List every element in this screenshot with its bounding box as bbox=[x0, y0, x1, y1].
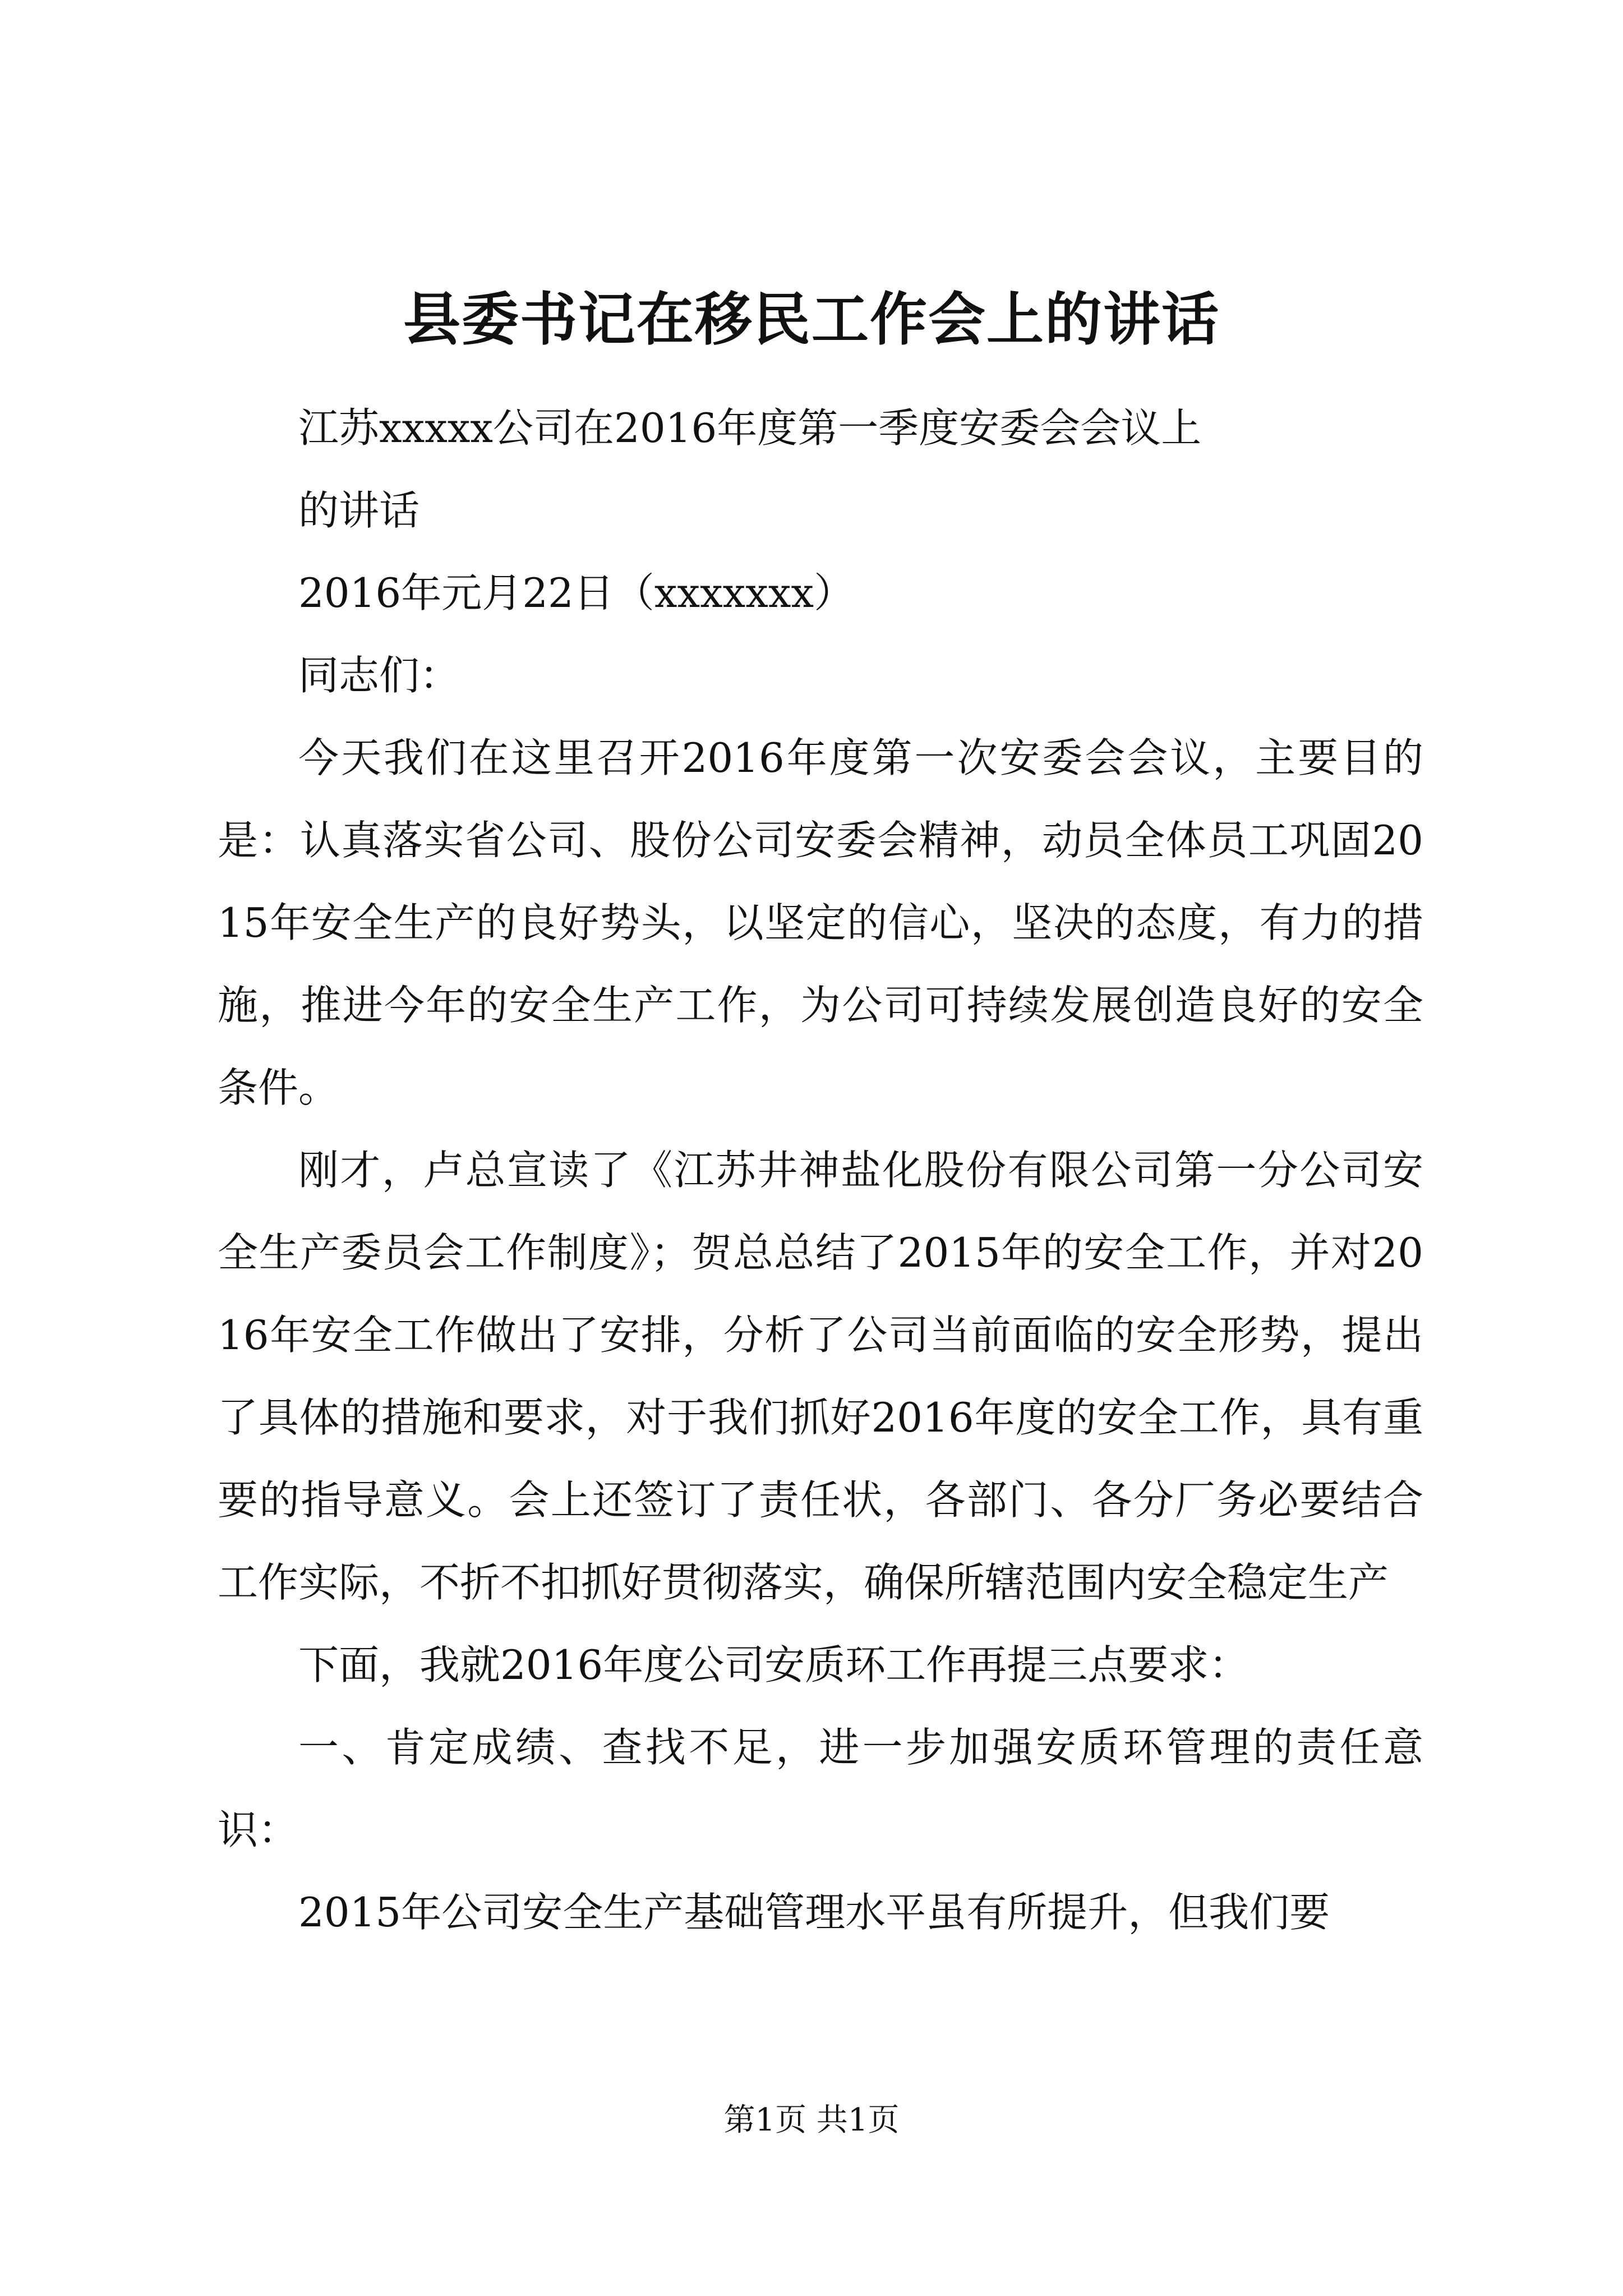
paragraph-subtitle-line-1: 江苏xxxxx公司在2016年度第一季度安委会会议上 bbox=[298, 404, 1202, 452]
document-title: 县委书记在移民工作会上的讲话 bbox=[403, 286, 1220, 353]
page-footer: 第1页 共1页 bbox=[723, 2102, 900, 2138]
paragraph-subtitle-line-2: 的讲话 bbox=[298, 487, 420, 534]
paragraph-section-heading-1: 一、肯定成绩、查找不足，进一步加强安质环管理的责任意识： bbox=[218, 1724, 1423, 1853]
paragraph-date: 2016年元月22日（xxxxxxx） bbox=[298, 569, 855, 616]
paragraph-requirements-intro: 下面，我就2016年度公司安质环工作再提三点要求： bbox=[298, 1641, 1249, 1688]
paragraph-salutation: 同志们： bbox=[298, 652, 460, 699]
document-body bbox=[218, 387, 1423, 1954]
paragraph-purpose: 今天我们在这里召开2016年度第一次安委会会议，主要目的是：认真落实省公司、股份公司安委会精神，动员全体员工巩固2015年安全生产的良好势头，以坚定的信心，坚决的态度，有力的措施，推进今年的安全生产工作，为公司可持续发展创造良好的安全条件。 bbox=[218, 734, 1423, 1111]
paragraph-section-body-1: 2015年公司安全生产基础管理水平虽有所提升，但我们要 bbox=[298, 1889, 1330, 1936]
paragraph-review: 刚才，卢总宣读了《江苏井神盐化股份有限公司第一分公司安全生产委员会工作制度》；贺总总结了2015年的安全工作，并对2016年安全工作做出了安排，分析了公司当前面临的安全形势，提出了具体的措施和要求，对于我们抓好2016年度的安全工作，具有重要的指导意义。会上还签订了责任状，各部门、各分厂务必要结合工作实际，不折不扣抓好贯彻落实，确保所辖范围内安全稳定生产 bbox=[218, 1147, 1423, 1606]
